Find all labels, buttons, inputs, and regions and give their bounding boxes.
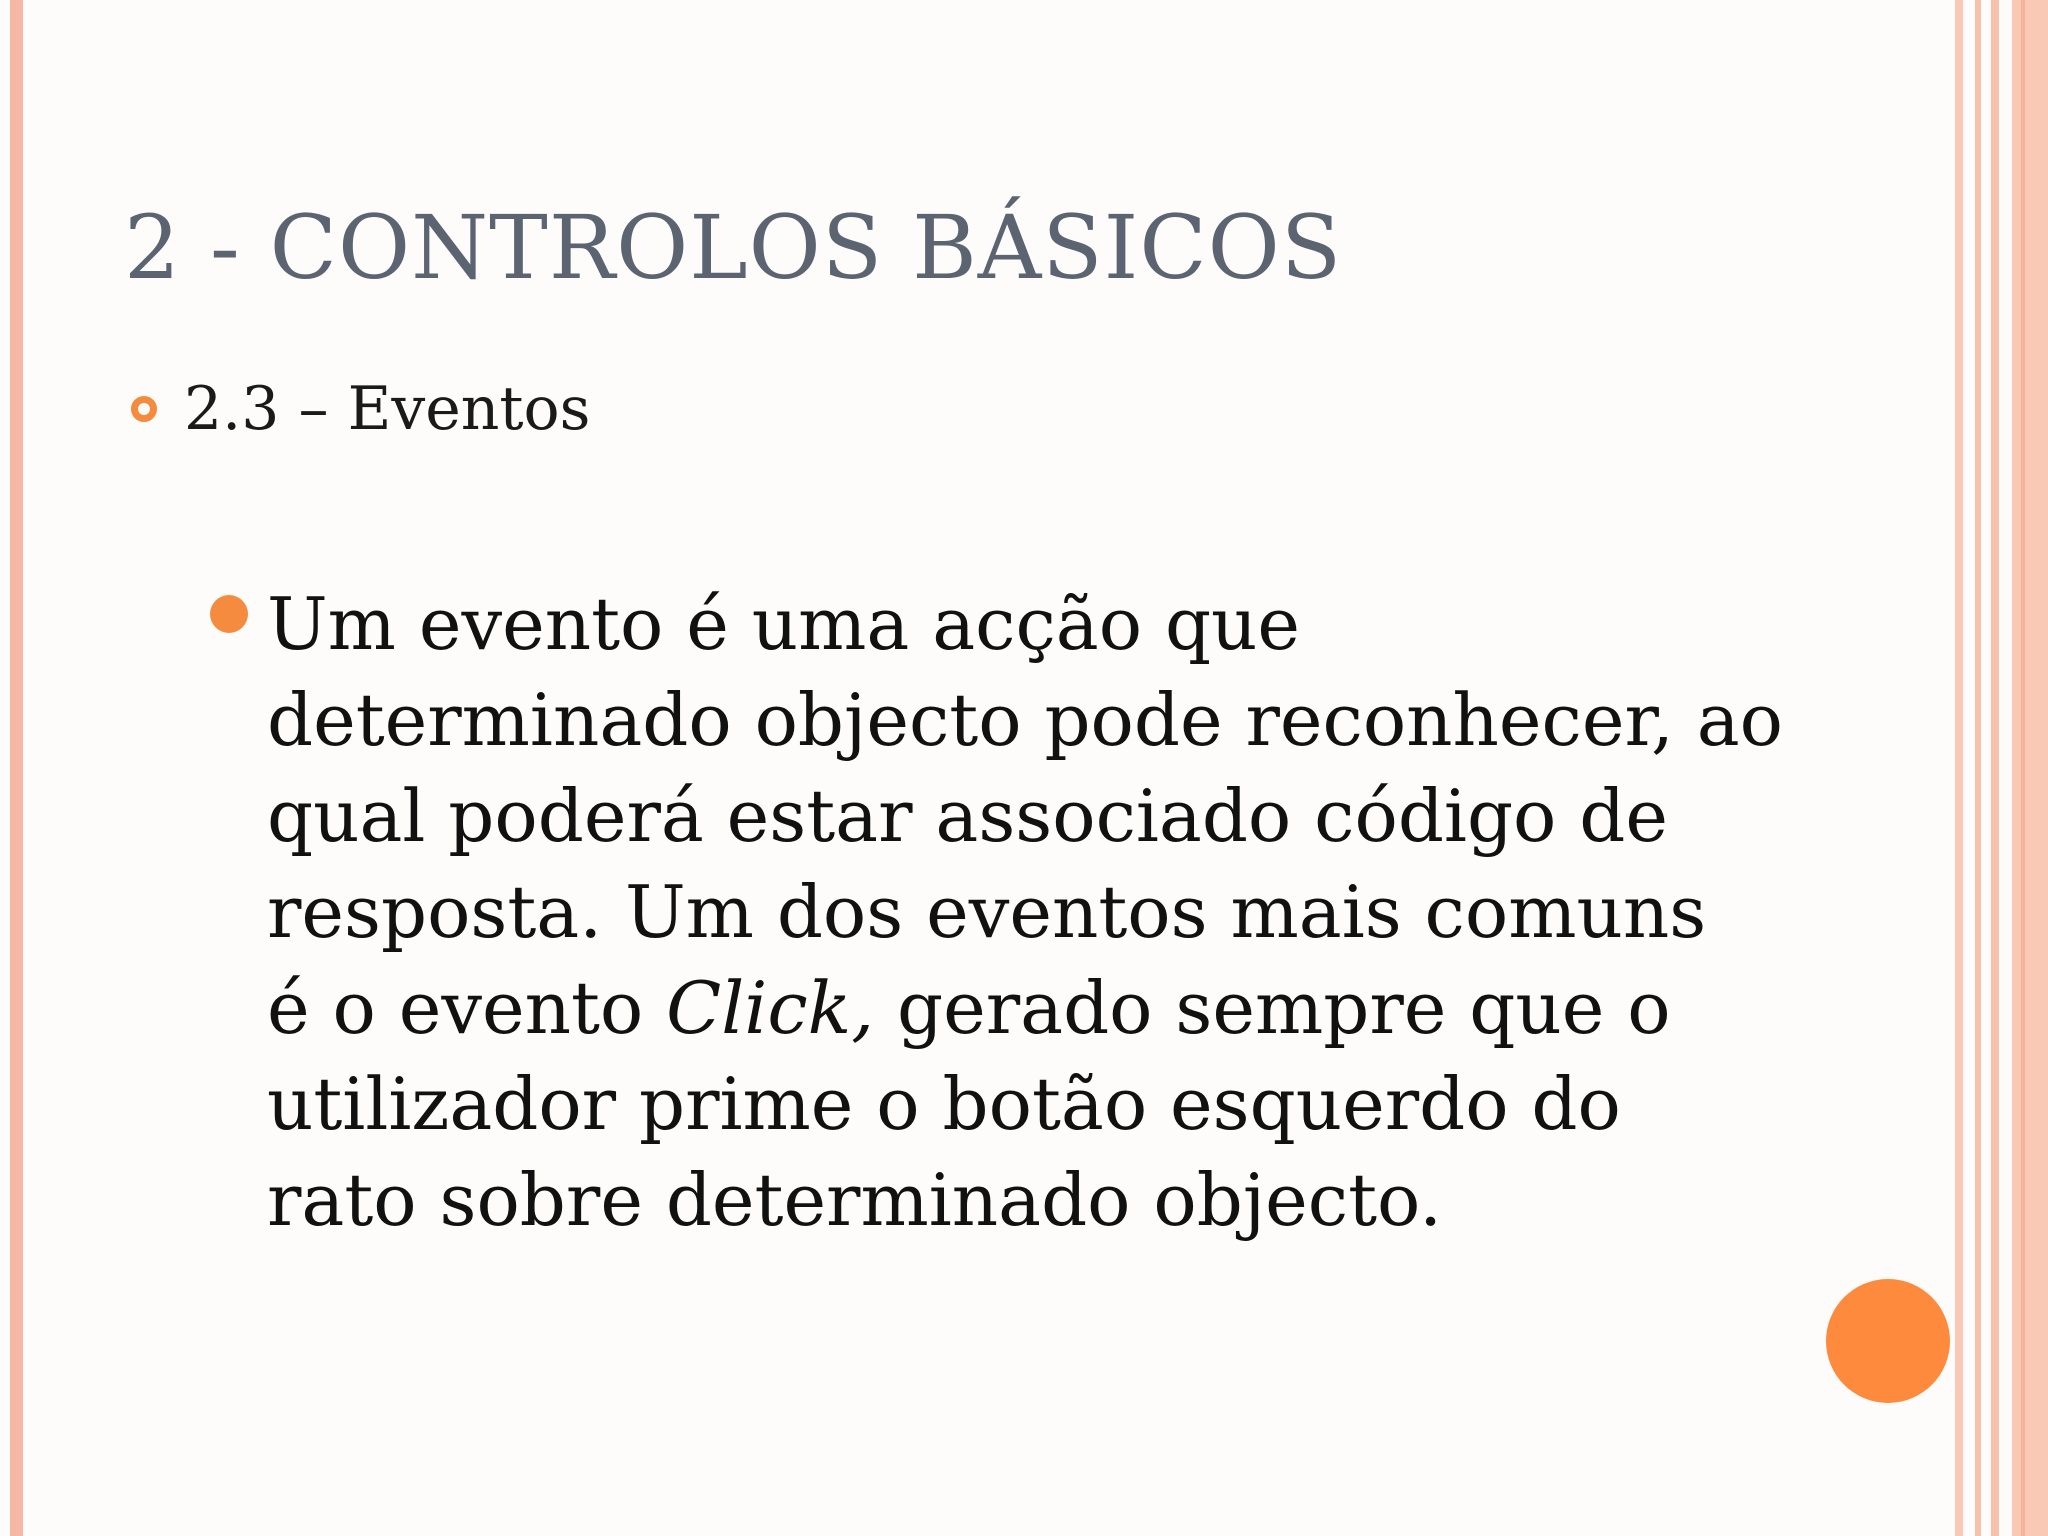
body-text-fragment: gerado sempre que o [874,966,1671,1050]
click-event-term: Click, [666,966,875,1050]
right-border-stripe [1955,0,1963,1536]
body-line: rato sobre determinado objecto. [267,1158,1442,1242]
body-line: resposta. Um dos eventos mais comuns [267,870,1707,954]
orange-circle-decoration [1826,1279,1950,1403]
body-line: determinado objecto pode reconhecer, ao [267,678,1784,762]
hollow-circle-bullet-icon [131,396,157,422]
right-border-stripe [2021,0,2025,1536]
left-border-stripe [10,0,23,1536]
subheading: 2.3 – Eventos [184,374,591,444]
right-border-stripe [1975,0,1981,1536]
filled-circle-bullet-icon [210,595,248,633]
body-line: utilizador prime o botão esquerdo do [267,1062,1621,1146]
body-line: qual poderá estar associado código de [267,774,1668,858]
body-text-fragment: é o evento [267,966,667,1050]
body-line [267,960,1807,1056]
body-line: Um evento é uma acção que [267,582,1301,666]
right-border-band [2012,0,2048,1536]
slide-title: 2 - CONTROLOS BÁSICOS [124,196,1343,299]
body-paragraph [267,576,1807,1248]
right-border-stripe [1991,0,1999,1536]
